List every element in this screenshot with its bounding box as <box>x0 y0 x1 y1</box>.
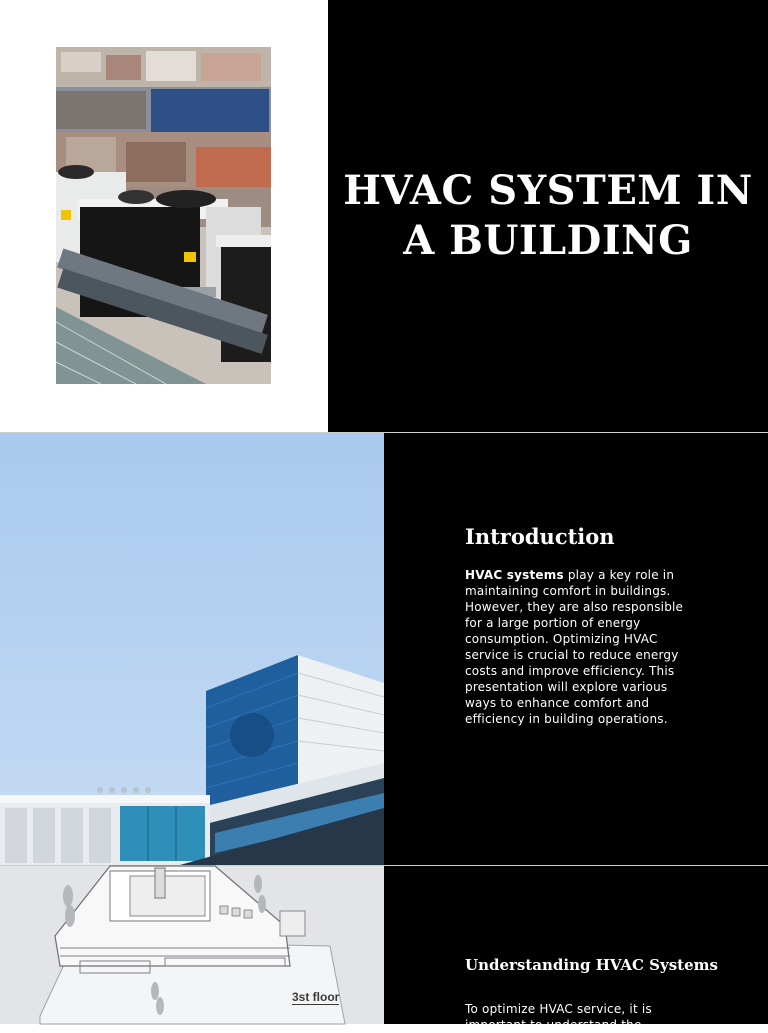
introduction-heading: Introduction <box>465 524 615 549</box>
introduction-body <box>465 567 700 727</box>
page-title: HVAC SYSTEM IN A BUILDING <box>343 167 753 264</box>
slide-title <box>0 0 768 432</box>
slide-introduction <box>0 433 768 865</box>
rooftop-photo <box>56 47 271 384</box>
floor-model-image <box>0 866 384 1024</box>
building-facade-photo <box>0 433 384 865</box>
understanding-body: To optimize HVAC service, it is important to understand the <box>465 1002 652 1032</box>
introduction-body-strong: HVAC systems <box>465 568 564 582</box>
floor-label: 3st floor <box>292 990 340 1004</box>
slide-understanding <box>0 866 768 1032</box>
understanding-heading: Understanding HVAC Systems <box>465 956 718 974</box>
introduction-body-text: play a key role in maintaining comfort in buildings. However, they are also responsible for a large portion of energy consumption. Optimizing HVAC service is crucial to reduce energy costs and improve efficiency. This presentation will explore various ways to enhance comfort and efficiency in building operations. <box>465 568 684 726</box>
